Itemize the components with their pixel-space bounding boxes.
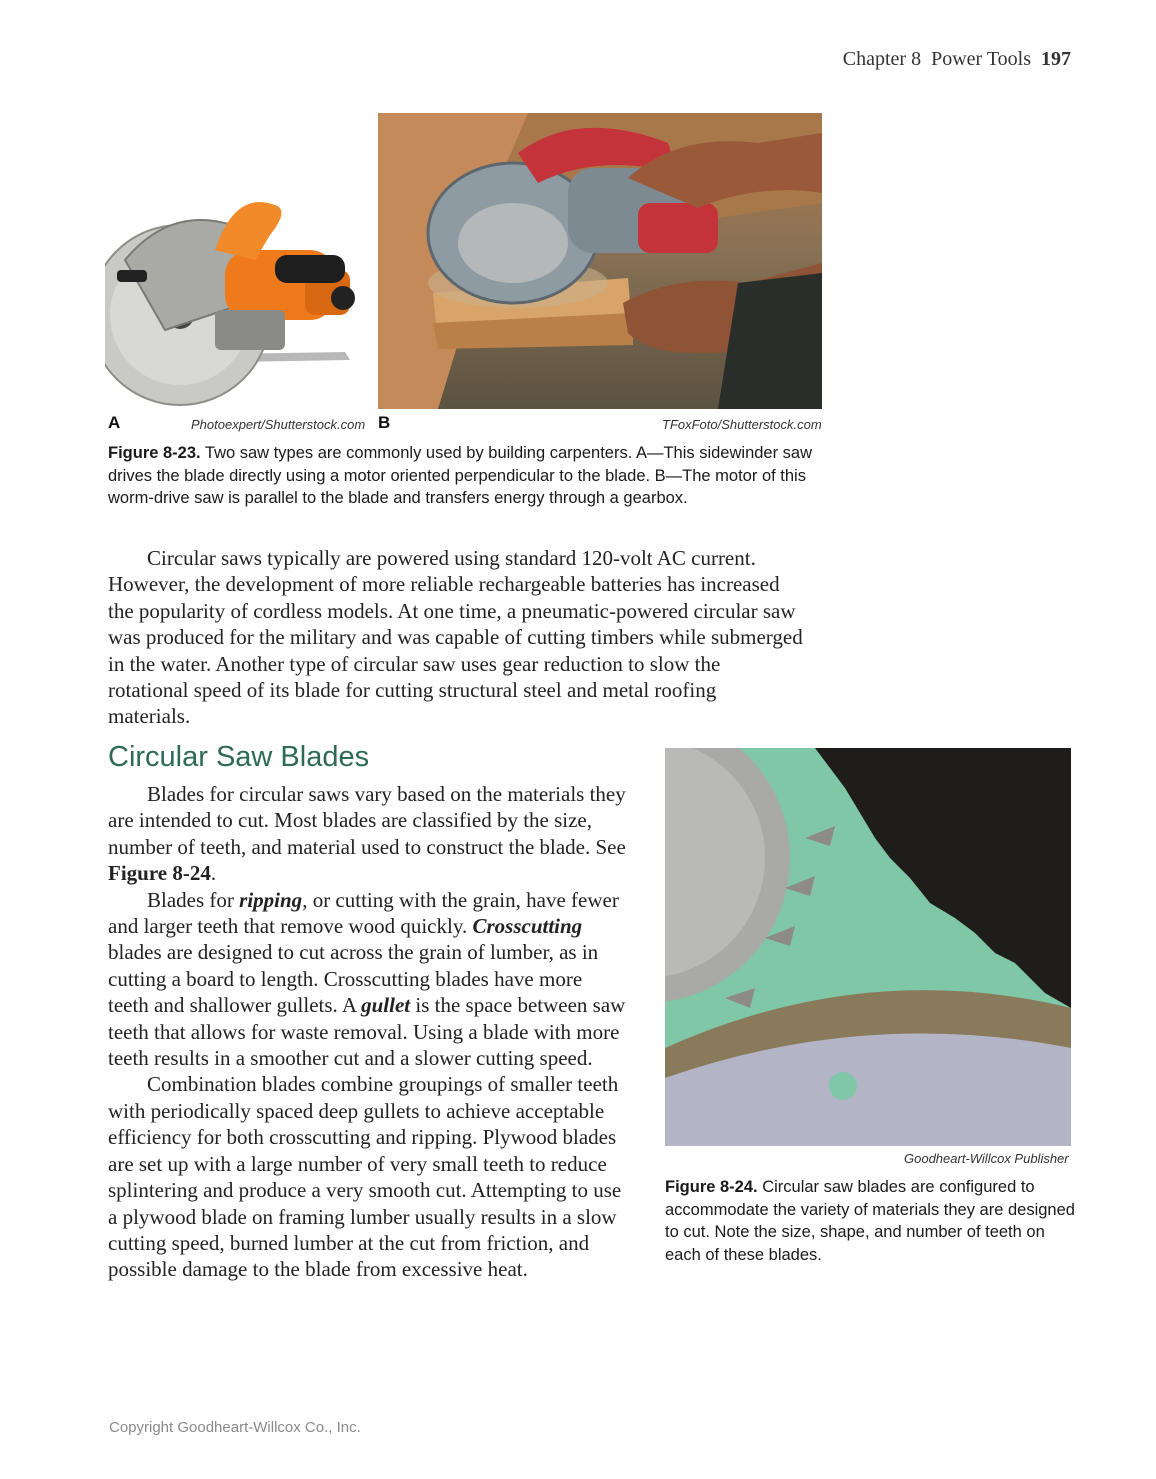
figure-8-24-reference: Figure 8-24 — [108, 861, 211, 886]
p2-text-c: blades are designed to cut across the grain of lumber, as in cutting a board to length. Crosscutting blades have more teeth and shallower gullets. A — [108, 940, 599, 1018]
copyright-footer: Copyright Goodheart-Willcox Co., Inc. — [109, 1419, 361, 1436]
worm-drive-saw-photo — [378, 113, 822, 409]
page-number: 197 — [1041, 48, 1071, 70]
running-header — [843, 48, 1071, 71]
p1-text-a: Blades for circular saws vary based on the materials they are intended to cut. Most blades are classified by the size, number of teeth, and material used to construct the blade. See — [108, 782, 626, 859]
paragraph-combination-plywood: Combination blades combine groupings of smaller teeth with periodically spaced deep gullets to achieve acceptable efficiency for both crosscutting and ripping. Plywood blades are set up with a large number of very small teeth to reduce splintering and produce a very smooth cut. Attempting to use a plywood blade on framing lumber usually results in a slow cutting speed, burned lumber at the cut from friction, and possible damage to the blade from excessive heat. — [108, 1072, 622, 1282]
photo-credit-a: Photoexpert/Shutterstock.com — [191, 417, 366, 432]
figure-label-b: B — [378, 413, 391, 432]
figure-8-24-number: Figure 8-24. — [665, 1178, 758, 1196]
figure-8-24-text: Circular saw blades are configured to accommodate the variety of materials they are designed to cut. Note the size, shape, and number of teeth on each of these blades. — [665, 1178, 1075, 1264]
figure-8-23-number: Figure 8-23. — [108, 444, 201, 462]
photo-credit-figure-8-24: Goodheart-Willcox Publisher — [904, 1151, 1069, 1166]
paragraph-ripping-crosscutting — [108, 887, 626, 1072]
term-gullet: gullet — [361, 993, 411, 1018]
term-ripping: ripping — [239, 887, 303, 912]
figure-label-a: A — [108, 413, 121, 432]
intro-paragraph-text: Circular saws typically are powered using standard 120-volt AC current. However, the development of more reliable rechargeable batteries has increased the popularity of cordless models. At one time, a pneumatic-powered circular saw was produced for the military and was capable of cutting timbers while submerged in the water. Another type of circular saw uses gear reduction to slow the rotational speed of its blade for cutting structural steel and metal roofing materials. — [108, 546, 803, 729]
photo-credit-b: TFoxFoto/Shutterstock.com — [662, 417, 822, 432]
sidewinder-saw-photo — [105, 190, 367, 412]
section-body — [108, 781, 626, 1283]
p2-text-b: , or cutting with the grain, have fewer and larger teeth that remove wood quickly. — [108, 887, 619, 939]
p1-text-b: . — [210, 861, 217, 886]
p2-text-d: is the space between saw teeth that allows for waste removal. Using a blade with more teeth results in a smoother cut and a slower cutting speed. — [108, 993, 626, 1071]
paragraph-blade-classification — [108, 781, 626, 887]
figure-8-23-text: Two saw types are commonly used by building carpenters. A—This sidewinder saw drives the blade directly using a motor oriented perpendicular to the blade. B—The motor of this worm-drive saw is parallel to the blade and transfers energy through a gearbox. — [108, 444, 813, 507]
chapter-title: Chapter 8 Power Tools — [842, 48, 1031, 70]
figure-8-24-caption — [665, 1176, 1075, 1266]
term-crosscutting: Crosscutting — [472, 914, 583, 939]
figure-8-23-caption — [108, 442, 828, 510]
saw-blades-photo — [665, 748, 1071, 1146]
intro-paragraph — [108, 545, 803, 730]
section-heading: Circular Saw Blades — [108, 741, 370, 773]
p2-text-a: Blades for — [147, 887, 240, 912]
